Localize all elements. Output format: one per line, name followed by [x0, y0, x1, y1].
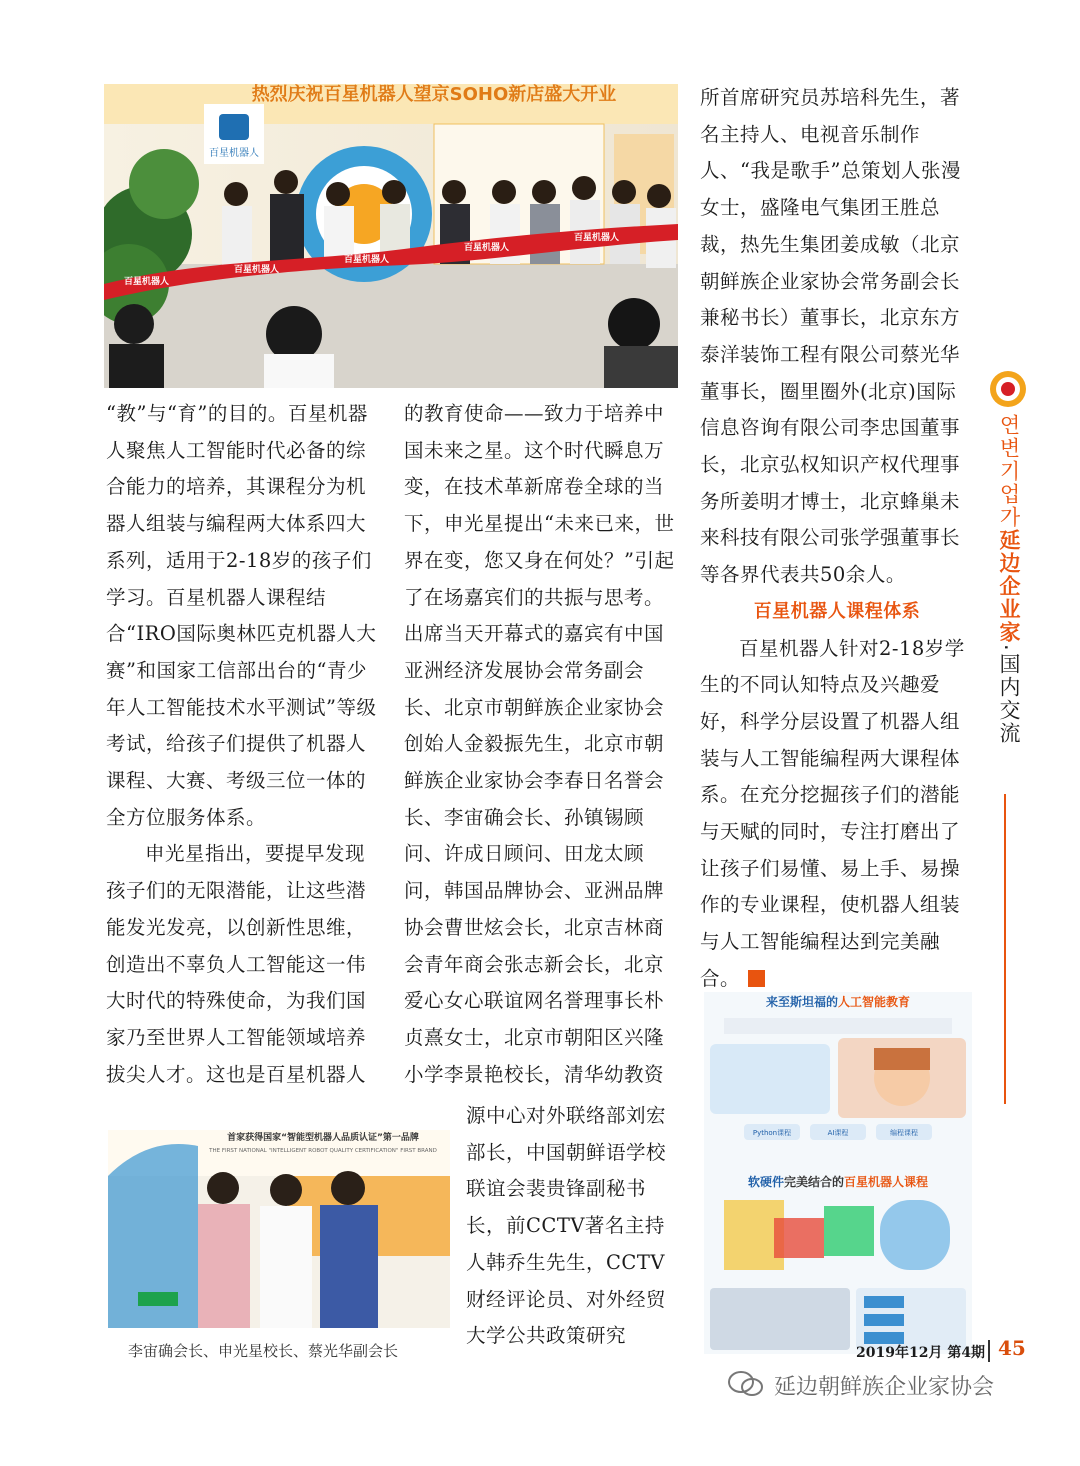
ribbon-label: 百星机器人: [124, 277, 170, 287]
group-photo: [108, 1106, 450, 1328]
ribbon-label: 百星机器人: [574, 233, 620, 243]
logo-text: 百星机器人: [209, 148, 259, 159]
ad-title-1-b: 人工智能教育: [838, 995, 911, 1009]
article-column-2: [404, 396, 678, 1093]
section-name: 国内交流: [997, 652, 1021, 745]
sidebar-rule: [1004, 794, 1006, 1104]
ad-title-1: [766, 994, 910, 1009]
ad-title-1-a: 来至斯坦福的: [765, 995, 838, 1009]
ceremony-photo: [104, 84, 678, 388]
ad-title-2-a: 软硬件: [747, 1175, 784, 1189]
section-heading: 百星机器人课程体系: [753, 600, 921, 622]
magazine-title: 延边企业家: [997, 529, 1021, 644]
paragraph: [700, 631, 974, 998]
course-ad-image: [704, 992, 972, 1354]
watermark: 延边朝鲜族企业家协会: [774, 1375, 995, 1400]
article-column-3: [700, 80, 974, 998]
paragraph: “教”与“育”的目的。百星机器人聚焦人工智能时代必备的综合能力的培养，其课程分为机器人组装与编程两大体系四大系列，适用于2-18岁的孩子们学习。百星机器人课程结合“IRO国际奥林匹克机器人大赛”和国家工信部出台的“青少年人工智能技术水平测试”等级考试，给孩子们提供了机器人课程、大赛、考级三位一体的全方位服务体系。: [106, 402, 377, 829]
ad-chip: 编程课程: [890, 1129, 918, 1137]
photo-caption: 李宙确会长、申光星校长、蔡光华副会长: [128, 1342, 399, 1360]
banner-text: 热烈庆祝百星机器人望京SOHO新店盛大开业: [251, 84, 617, 105]
wall-title: 首家获得国家“智能型机器人品质认证”第一品牌: [227, 1133, 419, 1143]
paragraph: 所首席研究员苏培科先生，著名主持人、电视音乐制作人、“我是歌手”总策划人张漫女士，盛隆电气集团王胜总裁，热先生集团姜成敏（北京朝鲜族企业家协会常务副会长兼秘书长）董事长，北京东方泰洋装饰工程有限公司蔡光华董事长，圈里圈外(北京)国际信息咨询有限公司李忠国董事长，北京弘权知识产权代理事务所姜明才博士，北京蜂巢未来科技有限公司张学强董事长等各界代表共50余人。: [700, 86, 961, 587]
ceremony-photo-art: [104, 84, 678, 388]
group-photo-art: [108, 1106, 450, 1328]
association-emblem-icon: [988, 368, 1028, 410]
ad-title-2: [748, 1174, 928, 1189]
ribbon-label: 百星机器人: [344, 255, 390, 265]
wechat-icon: [726, 1370, 766, 1398]
korean-title: 연변기업가: [997, 414, 1021, 529]
article-column-2-continued: [466, 1098, 678, 1355]
wall-subtitle: THE FIRST NATIONAL "INTELLIGENT ROBOT QUALITY CERTIFICATION" FIRST BRAND: [209, 1148, 437, 1154]
article-column-1: [106, 396, 382, 1093]
footer-divider: [988, 1340, 990, 1362]
paragraph-text: 百星机器人针对2-18岁学生的不同认知特点及兴趣爱好，科学分层设置了机器人组装与人工智能编程两大课程体系。在充分挖掘孩子们的潜能与天赋的同时，专注打磨出了让孩子们易懂、易上手、易操作的专业课程，使机器人组装与人工智能编程达到完美融合。: [700, 636, 965, 990]
ad-chip: AI课程: [827, 1129, 849, 1137]
paragraph: 的教育使命——致力于培养中国未来之星。这个时代瞬息万变，在技术革新席卷全球的当下，申光星提出“未来已来，世界在变，您又身在何处？”引起了在场嘉宾们的共振与思考。出席当天开幕式的嘉宾有中国亚洲经济发展协会常务副会长、北京市朝鲜族企业家协会创始人金毅振先生，北京市朝鲜族企业家协会李春日名誉会长、李宙确会长、孙镇锡顾问、许成日顾问、田龙太顾问，韩国品牌协会、亚洲品牌协会曹世炫会长，北京吉林商会青年商会张志新会长，北京爱心女心联谊网名誉理事长朴贞熹女士，北京市朝阳区兴隆小学李景艳校长，清华幼教资: [404, 402, 675, 1086]
ad-chip: Python课程: [752, 1129, 792, 1137]
issue-date: 2019年12月 第4期: [856, 1345, 986, 1361]
ad-title-2-c: 百星机器人课程: [844, 1175, 929, 1189]
end-mark: [748, 970, 765, 987]
paragraph: 申光星指出，要提早发现孩子们的无限潜能，让这些潜能发光发亮，以创新性思维，创造出不辜负人工智能这一伟大时代的特殊使命，为我们国家乃至世界人工智能领域培养拔尖人才。这也是百星机器人: [106, 842, 367, 1086]
section-sidebar: [988, 368, 1028, 745]
ribbon-label: 百星机器人: [234, 265, 280, 275]
ad-title-2-b: 完美结合的: [783, 1175, 845, 1189]
page-number: 45: [998, 1336, 1026, 1360]
title-dot: ·: [994, 644, 1018, 653]
ribbon-label: 百星机器人: [464, 243, 510, 253]
course-ad-art: [704, 992, 972, 1354]
paragraph: 源中心对外联络部刘宏部长，中国朝鲜语学校联谊会裴贵锋副秘书长，前CCTV著名主持人韩乔生先生，CCTV财经评论员、对外经贸大学公共政策研究: [466, 1104, 667, 1348]
